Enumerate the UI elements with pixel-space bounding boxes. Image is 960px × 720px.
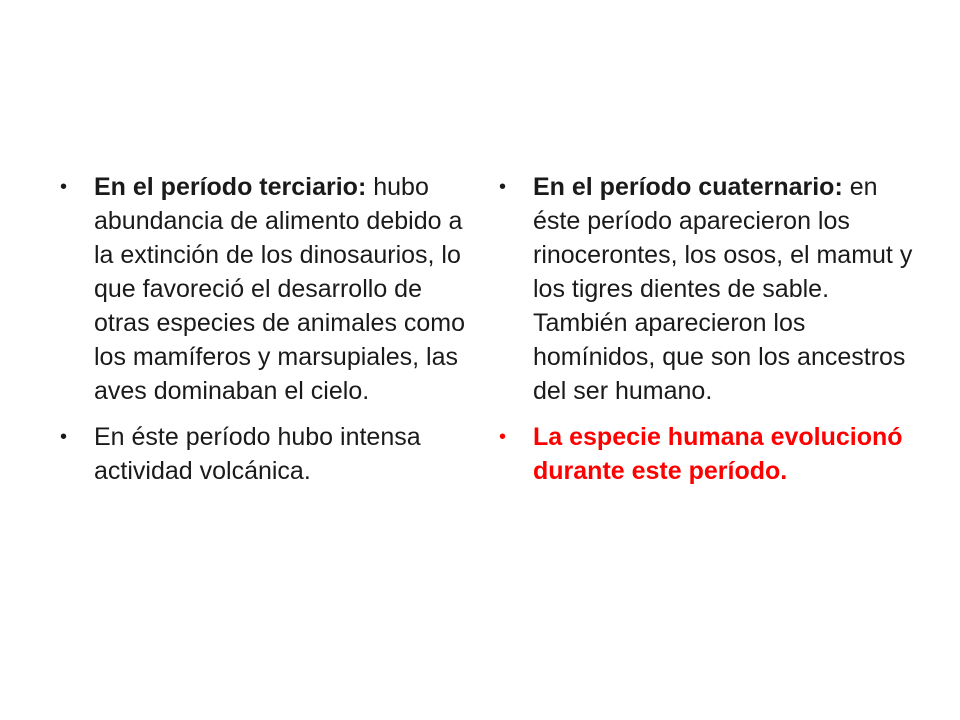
volcanic-text: En éste período hubo intensa actividad volcánica.	[94, 423, 421, 485]
human-species-text: La especie humana evolucionó durante este período.	[533, 423, 903, 485]
bullet-icon: •	[60, 176, 68, 198]
bullet-icon: •	[60, 426, 68, 448]
cuaternario-heading: En el período cuaternario:	[533, 173, 843, 201]
terciario-text: hubo abundancia de alimento debido a la extinción de los dinosaurios, lo que favoreció el desarrollo de otras especies de animales como los mamíferos y marsupiales, las aves dominaban el cielo.	[94, 173, 466, 405]
right-bullet-list	[497, 170, 917, 488]
terciario-heading: En el período terciario:	[94, 173, 367, 201]
list-item-human-species	[497, 420, 917, 488]
left-bullet-list	[58, 170, 478, 488]
cuaternario-text: en éste período aparecieron los rinocerontes, los osos, el mamut y los tigres dientes de sable. También aparecieron los homínidos, que son los ancestros del ser humano.	[533, 173, 913, 405]
bullet-icon: •	[499, 426, 507, 448]
list-item-terciario	[58, 170, 478, 408]
left-column	[58, 170, 478, 500]
right-column	[497, 170, 917, 500]
list-item-cuaternario	[497, 170, 917, 408]
bullet-icon: •	[499, 176, 507, 198]
list-item-volcanic	[58, 420, 478, 488]
